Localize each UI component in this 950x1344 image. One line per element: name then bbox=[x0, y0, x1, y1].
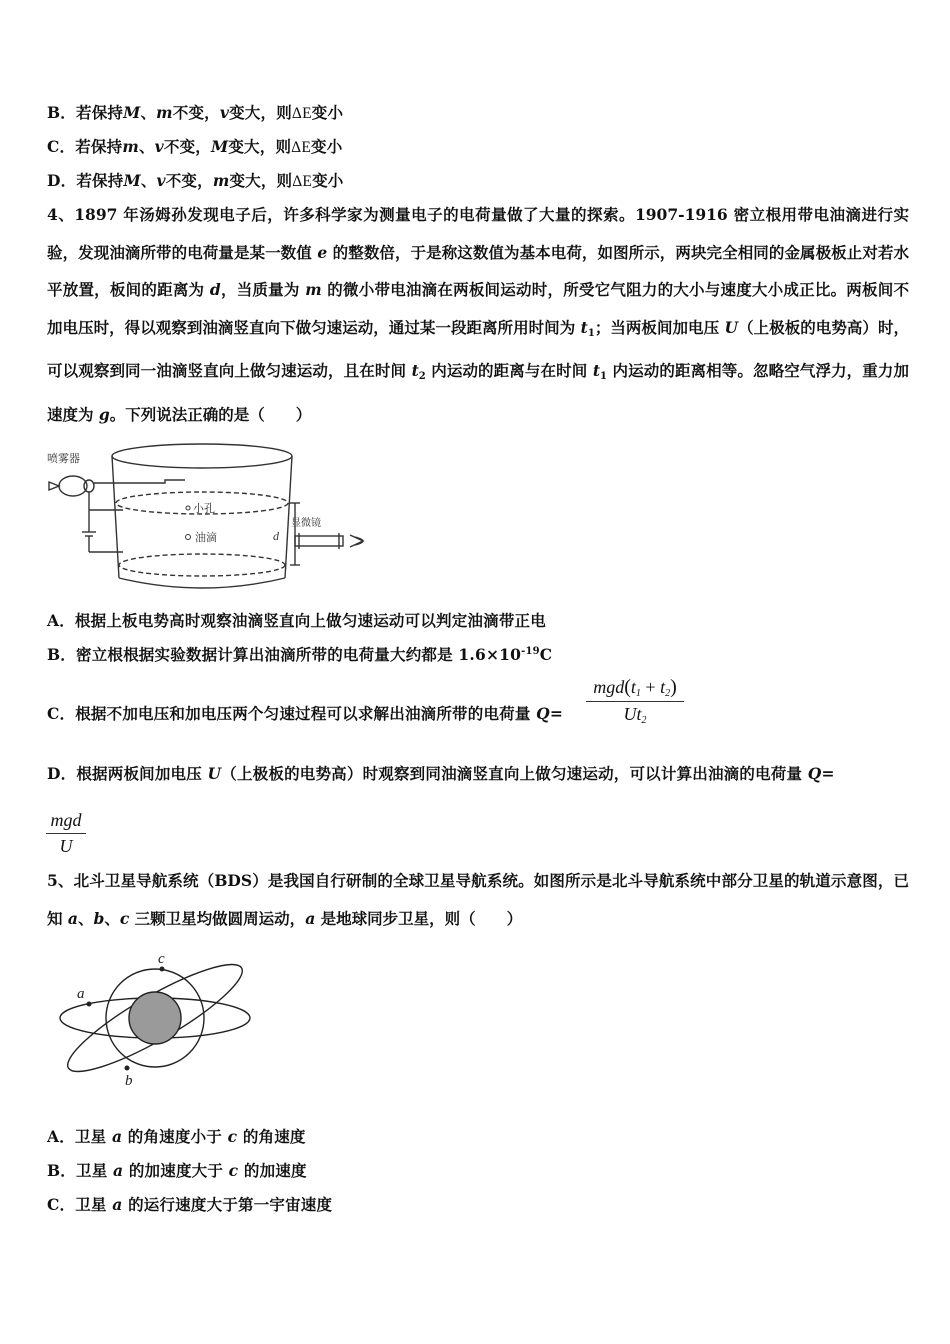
label-b: b bbox=[125, 1073, 133, 1088]
q5-option-b: B．卫星 a 的加速度大于 c 的加速度 bbox=[47, 1161, 307, 1180]
q4-option-d-formula: mgd U bbox=[46, 810, 86, 857]
hole-label: 小孔 bbox=[193, 502, 215, 515]
satellite-b bbox=[125, 1066, 130, 1071]
q4-option-c-formula: $mgd(t_1 + t_2)$ $Ut_2$ bbox=[586, 676, 684, 726]
lower-plate bbox=[119, 554, 285, 576]
earth bbox=[129, 992, 181, 1044]
q4-option-c: C．根据不加电压和加电压两个匀速过程可以求解出油滴所带的电荷量 Q= bbox=[47, 704, 564, 723]
q5-option-a: A．卫星 a 的角速度小于 c 的角速度 bbox=[47, 1127, 306, 1146]
q5-option-c: C．卫星 a 的运行速度大于第一宇宙速度 bbox=[47, 1195, 333, 1214]
prev-option-b: B．若保持M、m不变，v变大，则ΔE变小 bbox=[47, 103, 344, 122]
q4-option-b: B．密立根根据实验数据计算出油滴所带的电荷量大约都是 $1.6\times 10^{-19}C$ bbox=[47, 645, 553, 664]
satellite-c bbox=[160, 967, 165, 972]
q5-stem: 5、北斗卫星导航系统（BDS）是我国自行研制的全球卫星导航系统。如图所示是北斗导航系统中部分卫星的轨道示意图，已知 a、b、c 三颗卫星均做圆周运动，a 是地球同步卫星，则（ ） bbox=[47, 871, 909, 928]
container-top-rim bbox=[112, 444, 292, 468]
hole-marker bbox=[186, 506, 190, 510]
prev-option-c: C．若保持m、v不变，M变大，则ΔE变小 bbox=[47, 137, 343, 156]
q4-stem: 4、1897 年汤姆孙发现电子后，许多科学家为测量电子的电荷量做了大量的探索。1907-1916 密立根用带电油滴进行实验，发现油滴所带的电荷量是某一数值 e 的整数倍，于是称这数值为基本电荷，如图所示，两块完全相同的金属极板止对若水平放置，板间的距离为 d，当质量为 m 的微小带电油滴在两板间运动时，所受它气阻力的大小与速度大小成正比。两板间不加电压时，得以观察到油滴竖直向下做匀速运动，通过某一段距离所用时间为 $t_1$；当两板间加电压 U（上极板的电势高）时，可以观察到同一油滴竖直向上做匀速运动，且在时间 $t_2$ 内运动的距离与在时间 $t_1$ 内运动的距离相等。忽略空气浮力，重力加速度为 g。下列说法正确的是（ ） bbox=[47, 205, 910, 424]
q4-option-a: A．根据上板电势高时观察油滴竖直向上做匀速运动可以判定油滴带正电 bbox=[47, 611, 546, 630]
satellite-orbits-figure bbox=[55, 948, 265, 1088]
microscope-label: 显微镜 bbox=[291, 518, 321, 529]
sprayer-label: 喷雾器 bbox=[47, 452, 80, 465]
satellite-a bbox=[87, 1002, 92, 1007]
prev-option-d: D．若保持M、v不变，m变大，则ΔE变小 bbox=[47, 171, 344, 190]
label-a: a bbox=[77, 986, 85, 1002]
drop-marker bbox=[186, 535, 191, 540]
q4-option-d: D．根据两板间加电压 U（上极板的电势高）时观察到同油滴竖直向上做匀速运动，可以计算出油滴的电荷量 Q= bbox=[47, 764, 835, 783]
label-c: c bbox=[158, 951, 165, 967]
microscope-tube bbox=[295, 536, 343, 546]
drop-label: 油滴 bbox=[195, 531, 217, 544]
oil-drop-apparatus-figure bbox=[45, 440, 385, 600]
distance-d-label: d bbox=[273, 529, 279, 543]
sprayer-bulb bbox=[59, 476, 87, 496]
